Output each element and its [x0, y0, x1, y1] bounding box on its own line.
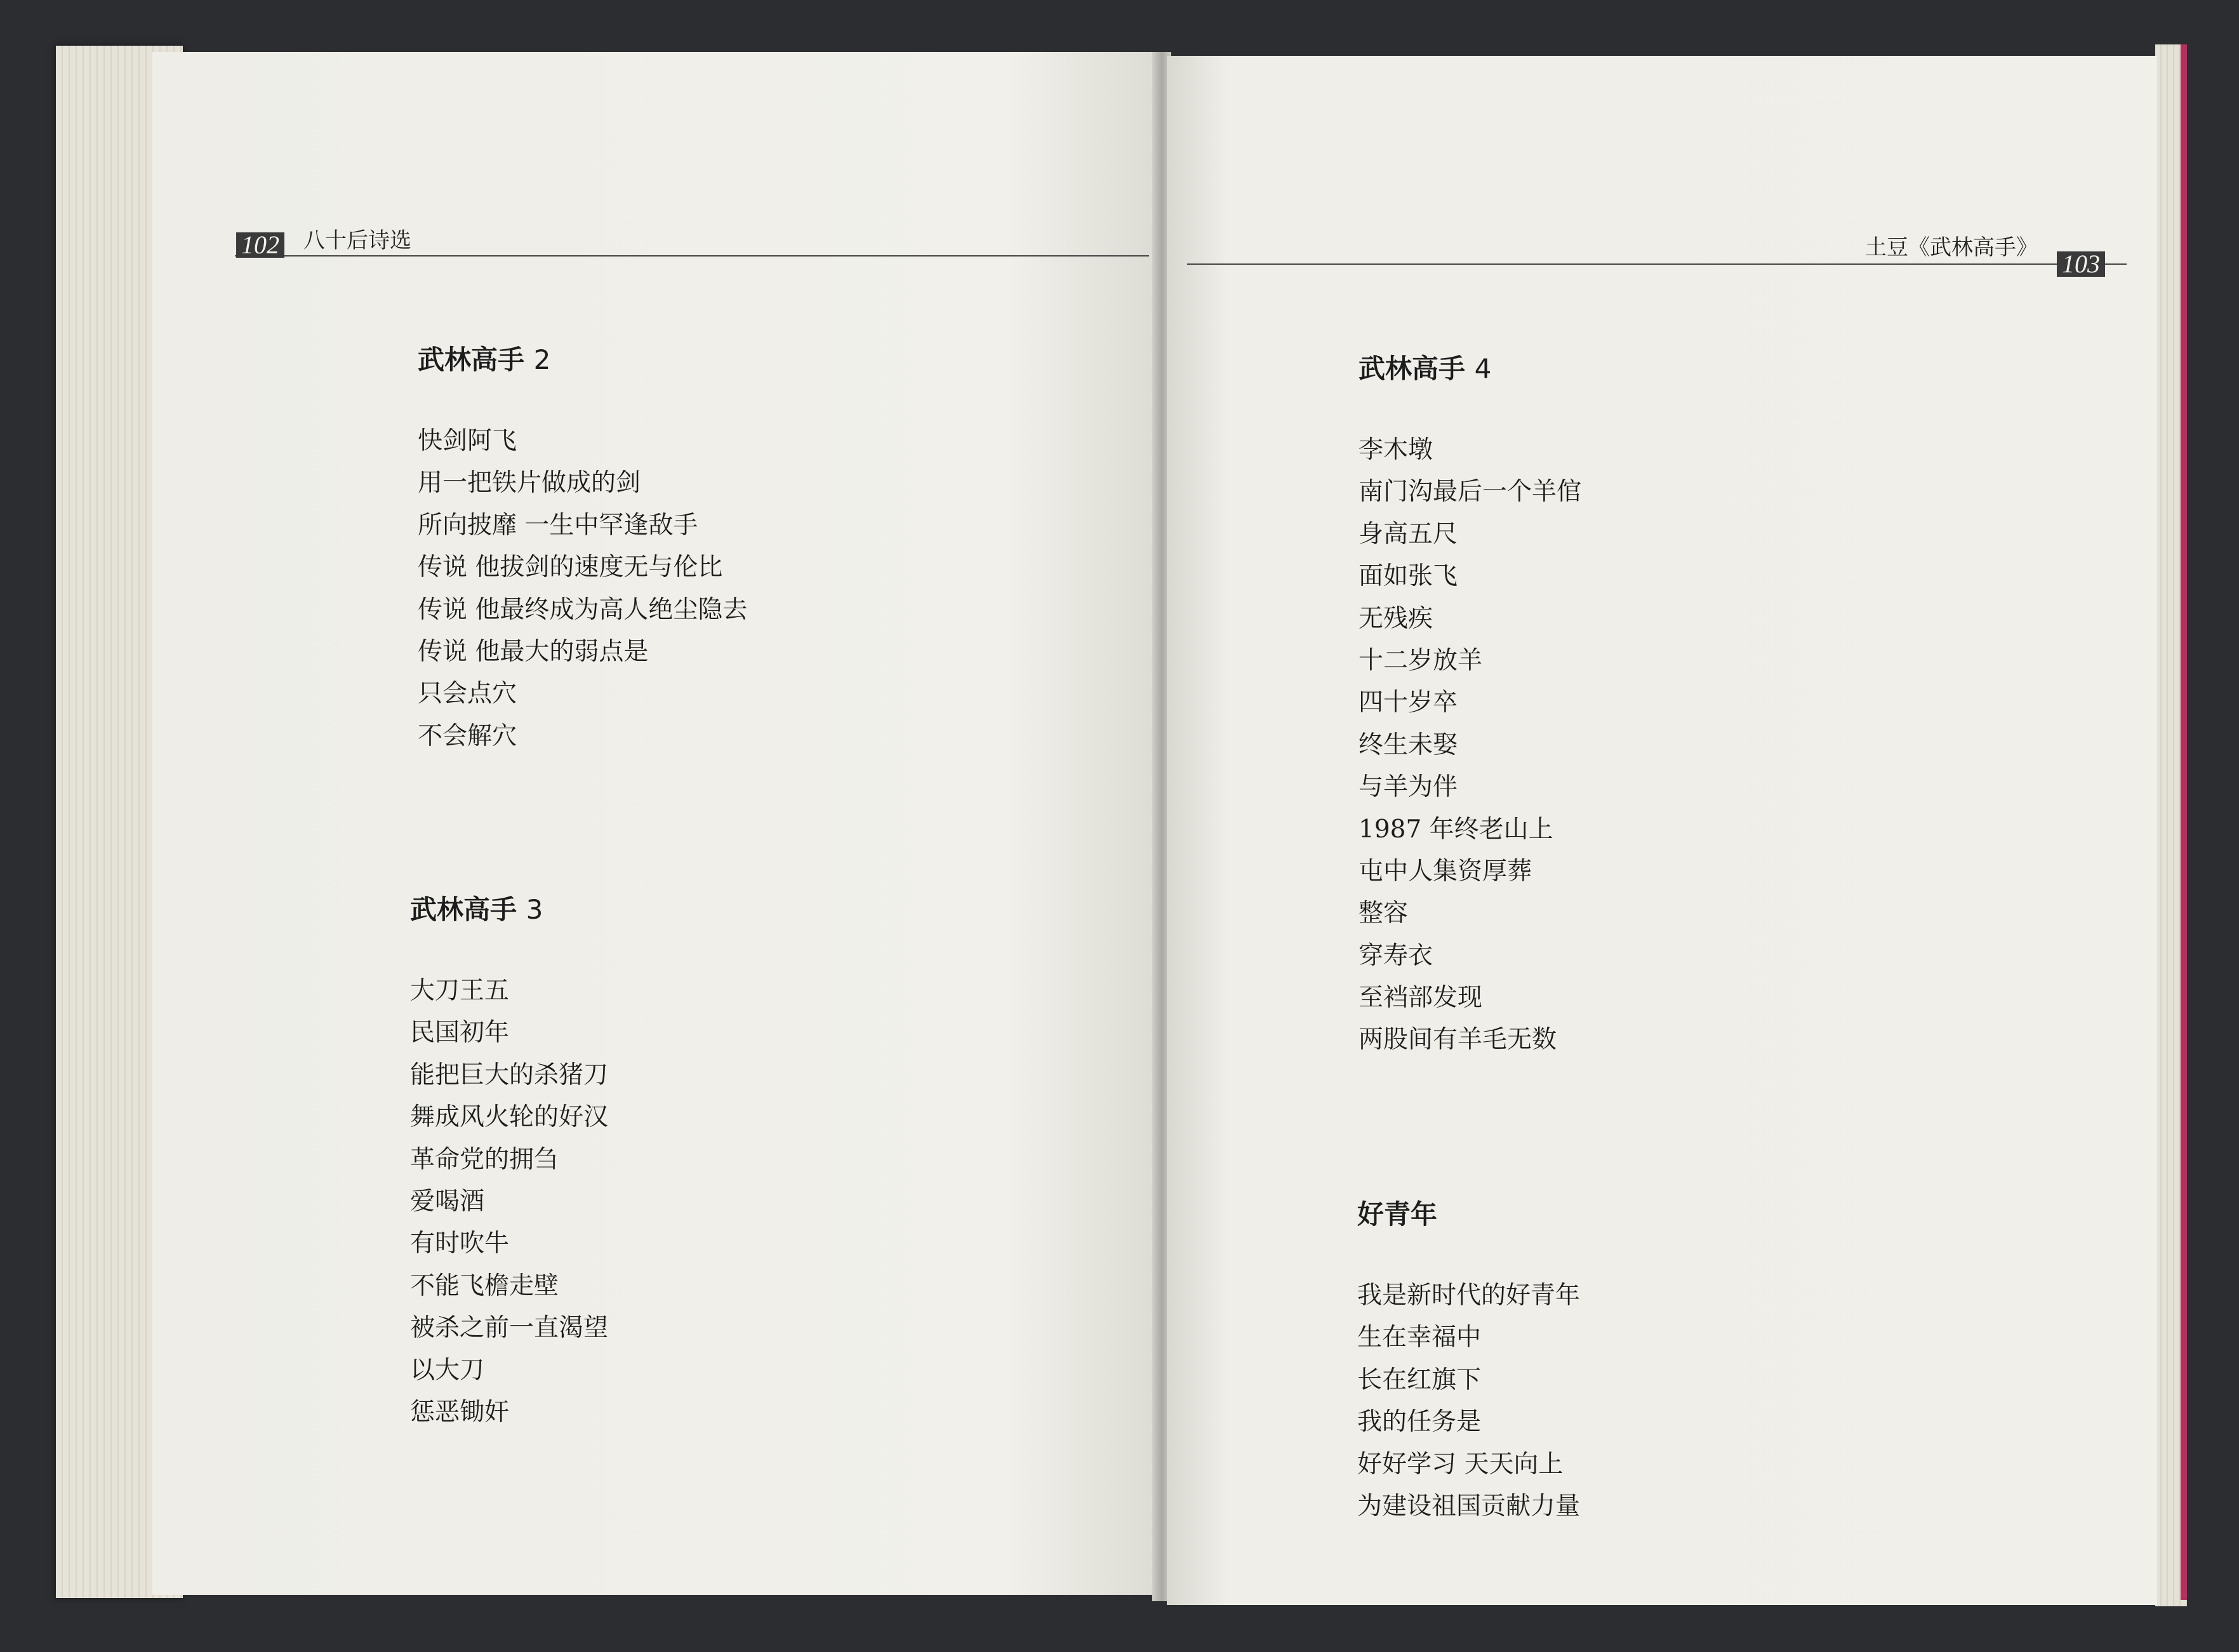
- poem-lines: [1357, 1275, 1580, 1528]
- poem-line: 以大刀: [410, 1356, 485, 1385]
- poem-lines: [410, 970, 608, 1434]
- right-page: [1167, 56, 2157, 1605]
- poem-line: 无残疾: [1359, 604, 1433, 633]
- poem-line: 两股间有羊毛无数: [1359, 1025, 1557, 1055]
- poem-line: 我的任务是: [1357, 1408, 1482, 1437]
- poem-line: 大刀王五: [410, 976, 510, 1005]
- poem-title: 武林高手 4: [1359, 353, 1492, 384]
- poem-line: 不能飞檐走壁: [410, 1271, 559, 1300]
- poem-line: 终生未娶: [1359, 730, 1458, 759]
- poem-line: 四十岁卒: [1359, 688, 1458, 717]
- poem-wulin-2: [418, 344, 747, 757]
- poem-line: 传说 他最大的弱点是: [418, 637, 649, 666]
- poem-line: 舞成风火轮的好汉: [410, 1103, 609, 1132]
- poem-line: 生在幸福中: [1357, 1323, 1482, 1352]
- running-head: 八十后诗选: [303, 228, 411, 253]
- poem-title: 好青年: [1357, 1199, 1438, 1230]
- poem-title: 武林高手 2: [418, 344, 551, 375]
- header-rule: [235, 255, 1149, 256]
- page-number: 103: [2057, 251, 2105, 277]
- poem-line: 李木墩: [1359, 436, 1433, 464]
- cover-edge: [2181, 44, 2187, 1600]
- header-rule: [1187, 263, 2127, 265]
- poem-line: 1987 年终老山上: [1359, 815, 1553, 844]
- poem-line: 用一把铁片做成的剑: [418, 469, 641, 498]
- poem-line: 能把巨大的杀猪刀: [410, 1060, 609, 1089]
- poem-line: 传说 他最终成为高人绝尘隐去: [418, 595, 748, 624]
- poem-wulin-3: [410, 894, 608, 1434]
- poem-line: 民国初年: [410, 1018, 510, 1048]
- poem-line: 传说 他拔剑的速度无与伦比: [418, 553, 723, 582]
- poem-wulin-4: [1359, 353, 1581, 1062]
- poem-hao-qingnian: [1357, 1199, 1580, 1528]
- poem-line: 我是新时代的好青年: [1357, 1281, 1581, 1310]
- poem-line: 有时吹牛: [410, 1229, 510, 1258]
- poem-line: 不会解穴: [418, 721, 517, 750]
- page-number: 102: [236, 232, 284, 258]
- poem-line: 被杀之前一直渴望: [410, 1314, 609, 1343]
- poem-line: 穿寿衣: [1359, 941, 1433, 970]
- poem-line: 所向披靡 一生中罕逢敌手: [418, 510, 698, 540]
- poem-title: 武林高手 3: [410, 894, 543, 925]
- poem-line: 惩恶锄奸: [410, 1397, 510, 1427]
- poem-line: 好好学习 天天向上: [1357, 1449, 1564, 1479]
- poem-line: 长在红旗下: [1357, 1365, 1482, 1394]
- poem-lines: [418, 420, 747, 757]
- left-page: [152, 52, 1159, 1595]
- poem-line: 南门沟最后一个羊倌: [1359, 477, 1582, 507]
- poem-line: 面如张飞: [1359, 562, 1458, 591]
- poem-line: 快剑阿飞: [418, 427, 517, 455]
- poem-line: 至裆部发现: [1359, 983, 1483, 1013]
- poem-line: 屯中人集资厚葬: [1359, 856, 1532, 886]
- poem-line: 爱喝酒: [410, 1187, 485, 1216]
- poem-lines: [1359, 429, 1581, 1062]
- poem-line: 十二岁放羊: [1359, 646, 1483, 675]
- running-head: 土豆《武林高手》: [1865, 235, 2038, 260]
- poem-line: 与羊为伴: [1359, 773, 1458, 802]
- poem-line: 为建设祖国贡献力量: [1357, 1491, 1581, 1521]
- poem-line: 身高五尺: [1359, 519, 1458, 549]
- poem-line: 革命党的拥刍: [410, 1145, 559, 1174]
- poem-line: 只会点穴: [418, 679, 517, 709]
- poem-line: 整容: [1359, 899, 1409, 928]
